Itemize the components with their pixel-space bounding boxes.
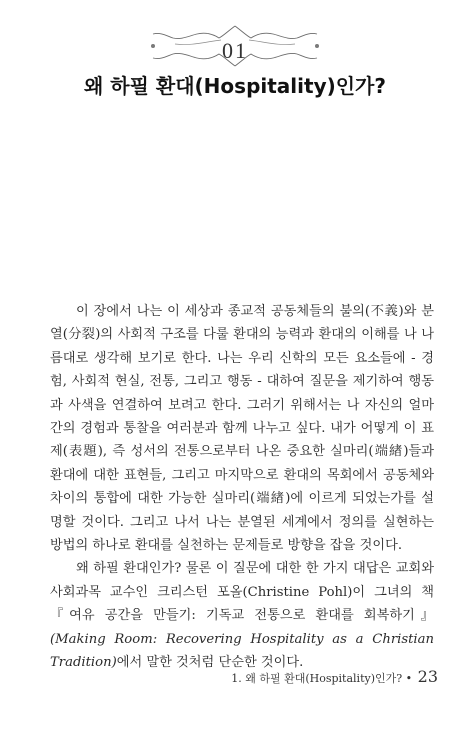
paragraph-2-text-b: 에서 말한 것처럼 단순한 것이다. [116,655,304,671]
paragraph-2-text-a: 왜 하필 환대인가? 물론 이 질문에 대한 한 가지 대답은 교회와 사회과목 교수인 크리스턴 포올(Christine Pohl)이 그녀의 책 『여유 공간을 만들기: 기독교 전통으로 환대를 회복하기』 [50,561,434,624]
chapter-title: 왜 하필 환대(Hospitality)인가? [84,74,386,98]
page-number: 23 [417,667,438,686]
page-footer [231,667,438,686]
paragraph-1: 이 장에서 나는 이 세상과 종교적 공동체들의 불의(不義)와 분열(分裂)의 사회적 구조를 다룰 환대의 능력과 환대의 이해를 나 나름대로 생각해 보기로 한다. 나는 우리 신학의 모든 요소들에 - 경험, 사회적 현실, 전통, 그리고 행동 - 대하여 질문을 제기하여 행동과 사색을 연결하여 보려고 한다. 그러기 위해서는 나 자신의 얼마 간의 경험과 통찰을 여러분과 함께 나누고 싶다. 내가 어떻게 이 표제(表題), 즉 성서의 전통으로부터 나온 중요한 실마리(端緖)들과 환대에 대한 표현들, 그리고 마지막으로 환대의 목회에서 공동체와 차이의 통합에 대한 가능한 실마리(端緖)에 이르게 되었는가를 설명할 것이다. 그리고 나서 나는 분열된 세계에서 정의를 실현하는 방법의 하나로 환대를 실천하는 문제들로 방향을 잡을 것이다. [50,304,434,554]
book-title-english: (Making Room: Recovering Hospitality as a Christian Tradition) [50,631,434,671]
paragraph-2 [50,557,434,674]
body-text [50,300,434,675]
running-title: 1. 왜 하필 환대(Hospitality)인가? • [231,672,413,685]
chapter-number: 01 [222,38,248,63]
